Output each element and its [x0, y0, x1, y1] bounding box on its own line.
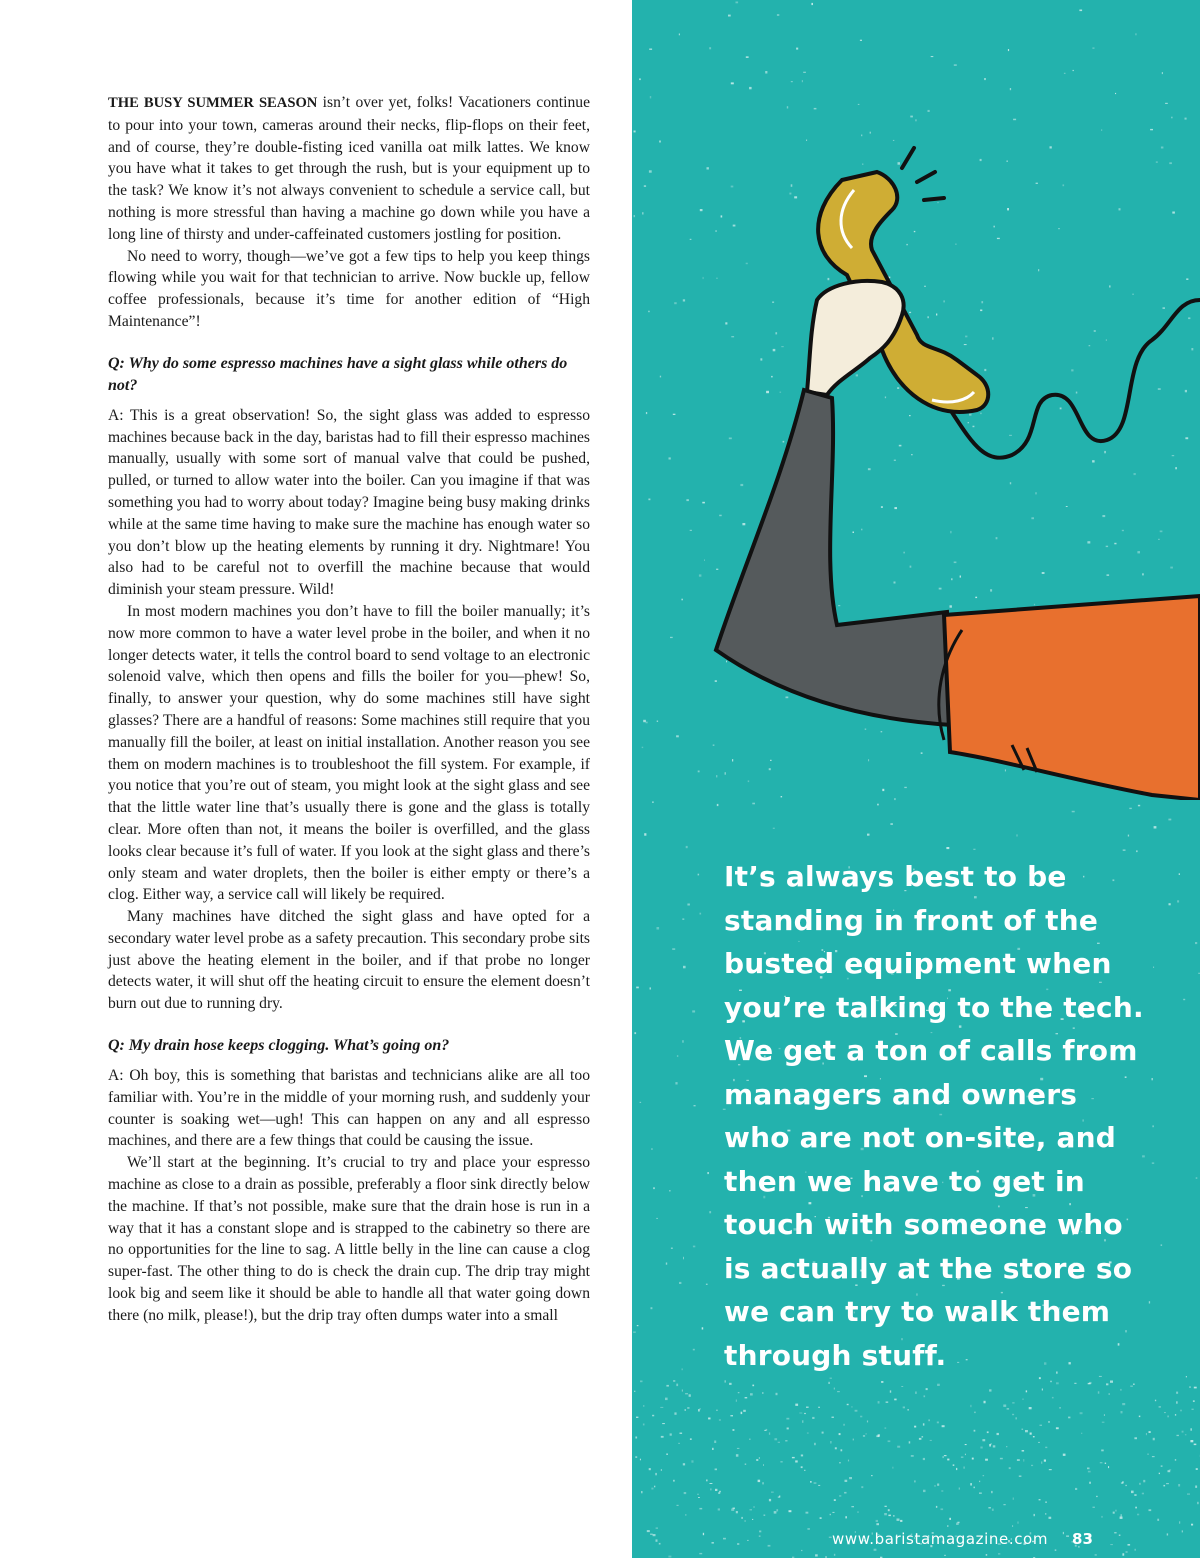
- page-number: 83: [1072, 1530, 1093, 1548]
- pull-quote: It’s always best to be standing in front of the busted equipment when you’re talking to the tech. We get a ton of calls from managers and owners who are not on-site, and then we have to get in touch with someone who is actually at the store so we can try to walk them through stuff.: [724, 860, 1144, 1372]
- page-footer: [832, 1530, 1162, 1548]
- answer-1-paragraph-2: In most modern machines you don’t have to fill the boiler manually; it’s now more common to have a water level probe in the boiler, and when it no longer detects water, it tells the control board to send voltage to an electronic solenoid valve, which then opens and fills the boiler for you—phew! So, finally, to answer your question, why do some machines still have sight glasses? There are a handful of reasons: Some machines still require that you manually fill the boiler, at least on initial installation. Another reason you see them on modern machines is to troubleshoot the fill system. For example, if you notice that you’re out of steam, you might look at the sight glass and see that the little water line that’s usually there is gone and the glass is totally clear. More often than not, it means the boiler is overfilled, and the glass looks clear because it’s full of water. If you look at the sight glass and there’s only steam and water droplets, then the boiler is either empty or there’s a clog. Either way, a service call will likely be required.: [108, 602, 590, 904]
- intro-paragraph-1: [108, 92, 590, 246]
- question-2: Q: My drain hose keeps clogging. What’s going on?: [108, 1037, 450, 1055]
- answer-1-paragraph-1: A: This is a great observation! So, the sight glass was added to espresso machines because back in the day, baristas had to fill their espresso machines manually, usually with some sort of manual valve that could be pushed, pulled, or turned to allow water into the boiler. Can you imagine if that was something you had to worry about today? Imagine being busy making drinks while at the same time having to make sure the machine has enough water so you don’t blow up the heating elements by running it dry. Nightmare! You also had to be careful not to overfill the machine because that would diminish your steam pressure. Wild!: [108, 406, 590, 599]
- orange-sleeve: [944, 596, 1200, 800]
- gray-sleeve: [716, 390, 952, 725]
- lead-in: THE BUSY SUMMER SEASON: [108, 95, 318, 111]
- hand: [807, 281, 904, 395]
- intro-paragraph-1-text: isn’t over yet, folks! Vacationers continue to pour into your town, cameras around their necks, flip-flops on their feet, and of course, they’re double-fisting iced vanilla oat milk lattes. We know you have what it takes to get through the rush, but is your equipment up to the task? We know it’s not always convenient to schedule a service call, but nothing is more stressful than having a machine go down while you have a long line of thirsty and under-caffeinated customers jostling for position.: [108, 94, 590, 243]
- question-1: Q: Why do some espresso machines have a sight glass while others do not?: [108, 354, 568, 394]
- intro-paragraph-2: No need to worry, though—we’ve got a few tips to help you keep things flowing while you wait for that technician to arrive. Now buckle up, fellow coffee professionals, because it’s time for another edition of “High Maintenance”!: [108, 247, 590, 330]
- phone-arm-illustration: [632, 0, 1200, 800]
- answer-2-paragraph-1: A: Oh boy, this is something that baristas and technicians alike are all too familiar with. You’re in the middle of your morning rush, and suddenly your counter is soaking wet—ugh! This can happen on any and all espresso machines, and there are a few things that could be causing the issue.: [108, 1067, 590, 1150]
- ringing-lines-icon: [902, 148, 944, 200]
- footer-url: www.baristamagazine.com: [832, 1530, 1049, 1548]
- answer-2-paragraph-2: We’ll start at the beginning. It’s crucial to try and place your espresso machine as close to a drain as possible, preferably a floor sink directly below the machine. If that’s not possible, make sure that the drain hose is run in a way that it has a constant slope and is strapped to the cabinetry so there are no opportunities for the line to sag. A little belly in the line can cause a clog super-fast. The other thing to do is check the drain cup. The drip tray might look big and seem like it should be able to handle all that water going down there (no milk, please!), but the drip tray often dumps water into a small: [108, 1154, 590, 1324]
- answer-1-paragraph-3: Many machines have ditched the sight glass and have opted for a secondary water level probe as a safety precaution. This secondary probe sits just above the heating element in the boiler, and if that probe no longer detects water, it will shut off the heating circuit to ensure the element doesn’t burn out due to running dry.: [108, 908, 590, 1013]
- article-body: [108, 92, 590, 1327]
